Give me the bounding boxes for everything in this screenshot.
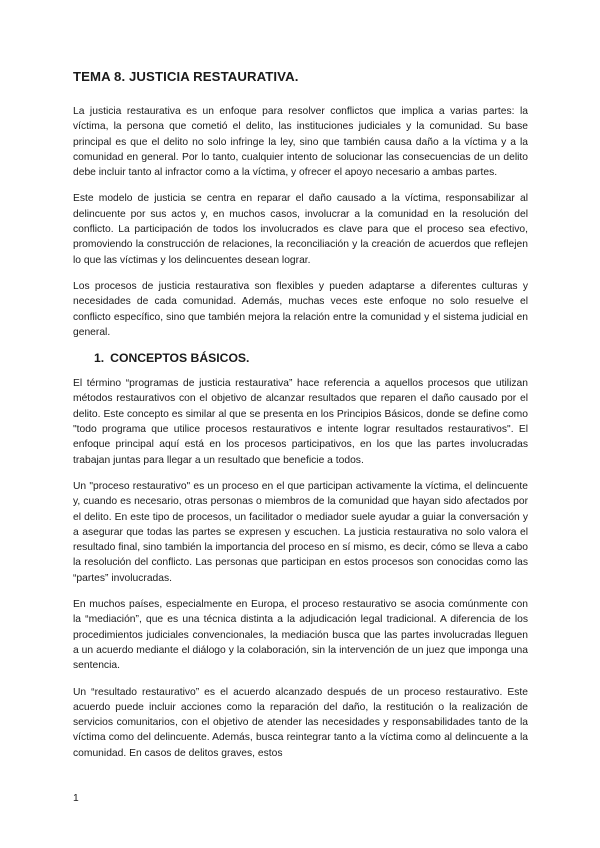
intro-paragraph: La justicia restaurativa es un enfoque para resolver conflictos que implica a varias partes: la víctima, la persona que cometió el delito, las instituciones judiciales y la comunidad. Su base principal es que el delito no solo infringe la ley, sino que también causa daño a la víctima y a la comunidad en general. Por lo tanto, cualquier intento de solucionar las consecuencias de un delito debe incluir tanto al infractor como a la víctima, y ofrecer el apoyo necesario a ambas partes. xyxy=(73,106,528,179)
page-title: TEMA 8. JUSTICIA RESTAURATIVA. xyxy=(73,69,299,84)
section-paragraph: Un “resultado restaurativo” es el acuerdo alcanzado después de un proceso restaurativo. Este acuerdo puede incluir acciones como la reparación del daño, la restitución o la realización de servicios comunitarios, con el objetivo de atender las necesidades y responsabilidades tanto de la víctima como del delincuente. Además, busca reintegrar tanto a la víctima como al delincuente a la comunidad. En casos de delitos graves, estos xyxy=(73,686,528,759)
section-number: 1. xyxy=(94,351,105,366)
section-paragraph: El término “programas de justicia restaurativa” hace referencia a aquellos procesos que utilizan métodos restaurativos con el objetivo de alcanzar resultados que reparen el daño causado por el delito. Este concepto es similar al que se presenta en los Principios Básicos, donde se define como "todo programa que utilice procesos restaurativos e intente lograr resultados restaurativos". El enfoque principal aquí está en los procesos participativos, en los que las partes involucradas trabajan juntas para llegar a un resultado que beneficie a todos. xyxy=(73,378,528,466)
section-paragraph: Un "proceso restaurativo" es un proceso en el que participan activamente la víctima, el delincuente y, cuando es necesario, otras personas o miembros de la comunidad que hayan sido afectados por el delito. En este tipo de procesos, un facilitador o mediador suele ayudar a guiar la conversación y a asegurar que todas las partes se expresen y escuchen. La justicia restaurativa no solo valora el resultado final, sino también la importancia del proceso en sí mismo, es decir, cómo se lleva a cabo la resolución del conflicto. Las personas que participan en estos procesos son conocidas como las “partes” involucradas. xyxy=(73,480,528,584)
page-number: 1 xyxy=(73,793,79,804)
intro-paragraph: Los procesos de justicia restaurativa son flexibles y pueden adaptarse a diferentes culturas y necesidades de cada comunidad. Además, muchas veces este enfoque no solo resuelve el conflicto específico, sino que también mejora la relación entre la comunidad y el sistema judicial en general. xyxy=(73,280,528,338)
document-body xyxy=(73,104,528,772)
intro-paragraph: Este modelo de justicia se centra en reparar el daño causado a la víctima, responsabilizar al delincuente por sus actos y, en muchos casos, involucrar a la comunidad en la resolución del conflicto. La participación de todos los involucrados es clave para que el proceso sea efectivo, promoviendo la construcción de relaciones, la reconciliación y la creación de acuerdos que reflejen lo que las víctimas y los delincuentes desean lograr. xyxy=(73,193,528,266)
section-heading xyxy=(94,351,528,365)
section-paragraph: En muchos países, especialmente en Europa, el proceso restaurativo se asocia comúnmente con la “mediación”, que es una técnica distinta a la adjudicación legal tradicional. A diferencia de los procedimientos judiciales convencionales, la mediación busca que las partes involucradas lleguen a un acuerdo mediante el diálogo y la colaboración, sin la intervención de un juez que imponga una sentencia. xyxy=(73,599,528,672)
section-title: CONCEPTOS BÁSICOS. xyxy=(110,351,250,366)
